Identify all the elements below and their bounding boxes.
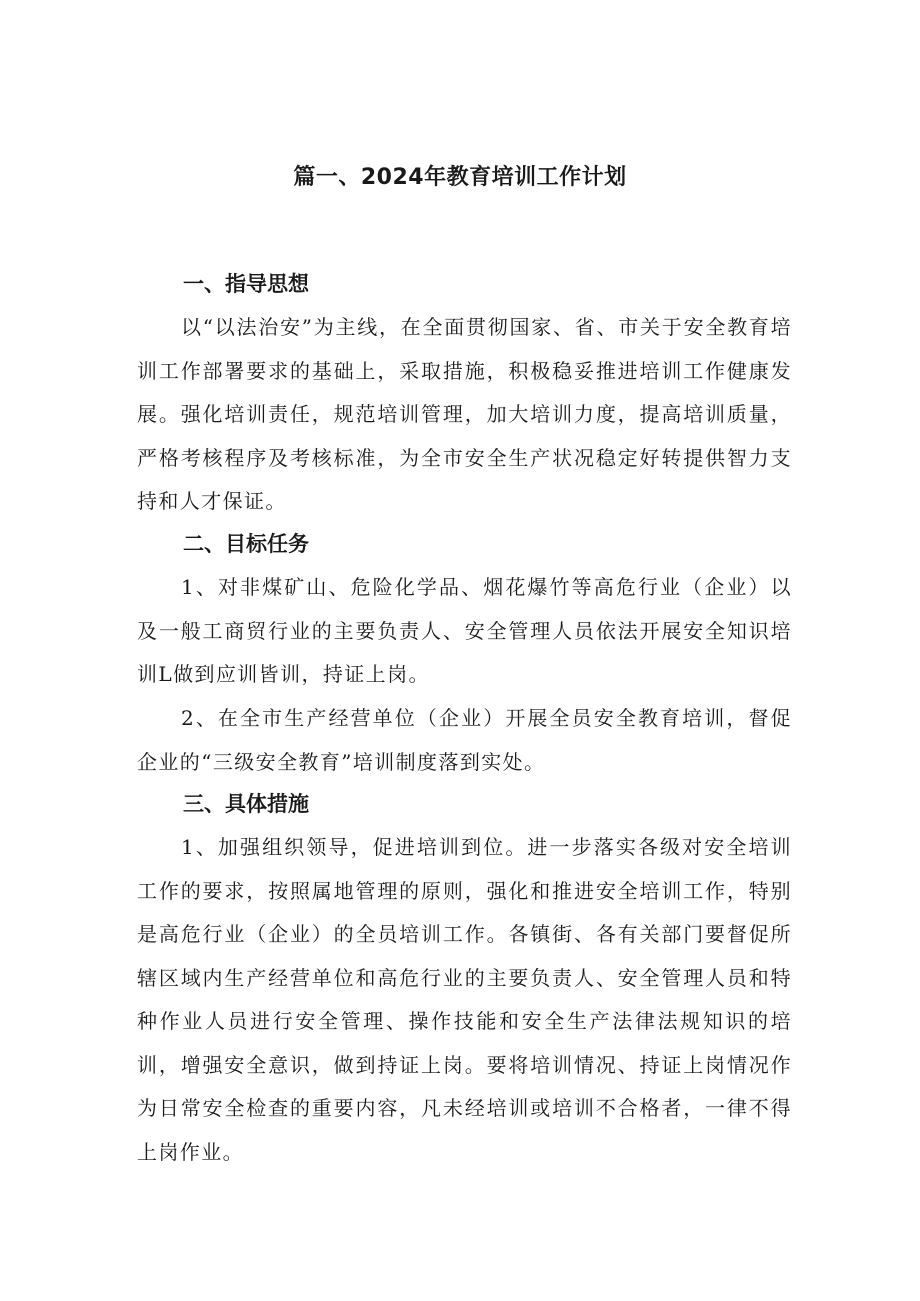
paragraph-goals-tasks-1: 1、对非煤矿山、危险化学品、烟花爆竹等高危行业（企业）以及一般工商贸行业的主要负责人、安全管理人员依法开展安全知识培训L做到应训皆训，持证上岗。 [137, 575, 792, 686]
document-title: 篇一、2024年教育培训工作计划 [293, 165, 627, 190]
paragraph-specific-measures-1: 1、加强组织领导，促进培训到位。进一步落实各级对安全培训工作的要求，按照属地管理的原则，强化和推进安全培训工作，特别是高危行业（企业）的全员培训工作。各镇街、各有关部门要督促所辖区域内生产经营单位和高危行业的主要负责人、安全管理人员和特种作业人员进行安全管理、操作技能和安全生产法律法规知识的培训，增强安全意识，做到持证上岗。要将培训情况、持证上岗情况作为日常安全检查的重要内容，凡未经培训或培训不合格者，一律不得上岗作业。 [137, 835, 792, 1164]
paragraph-guiding-ideology: 以“以法治安”为主线，在全面贯彻国家、省、市关于安全教育培训工作部署要求的基础上，采取措施，积极稳妥推进培训工作健康发展。强化培训责任，规范培训管理，加大培训力度，提高培训质量，严格考核程序及考核标准，为全市安全生产状况稳定好转提供智力支持和人才保证。 [137, 315, 792, 513]
section-heading-guiding-ideology: 一、指导思想 [183, 272, 309, 296]
paragraph-goals-tasks-2: 2、在全市生产经营单位（企业）开展全员安全教育培训，督促企业的“三级安全教育”培训制度落到实处。 [137, 706, 792, 774]
section-heading-goals-tasks: 二、目标任务 [183, 532, 309, 556]
section-heading-specific-measures: 三、具体措施 [183, 792, 309, 816]
